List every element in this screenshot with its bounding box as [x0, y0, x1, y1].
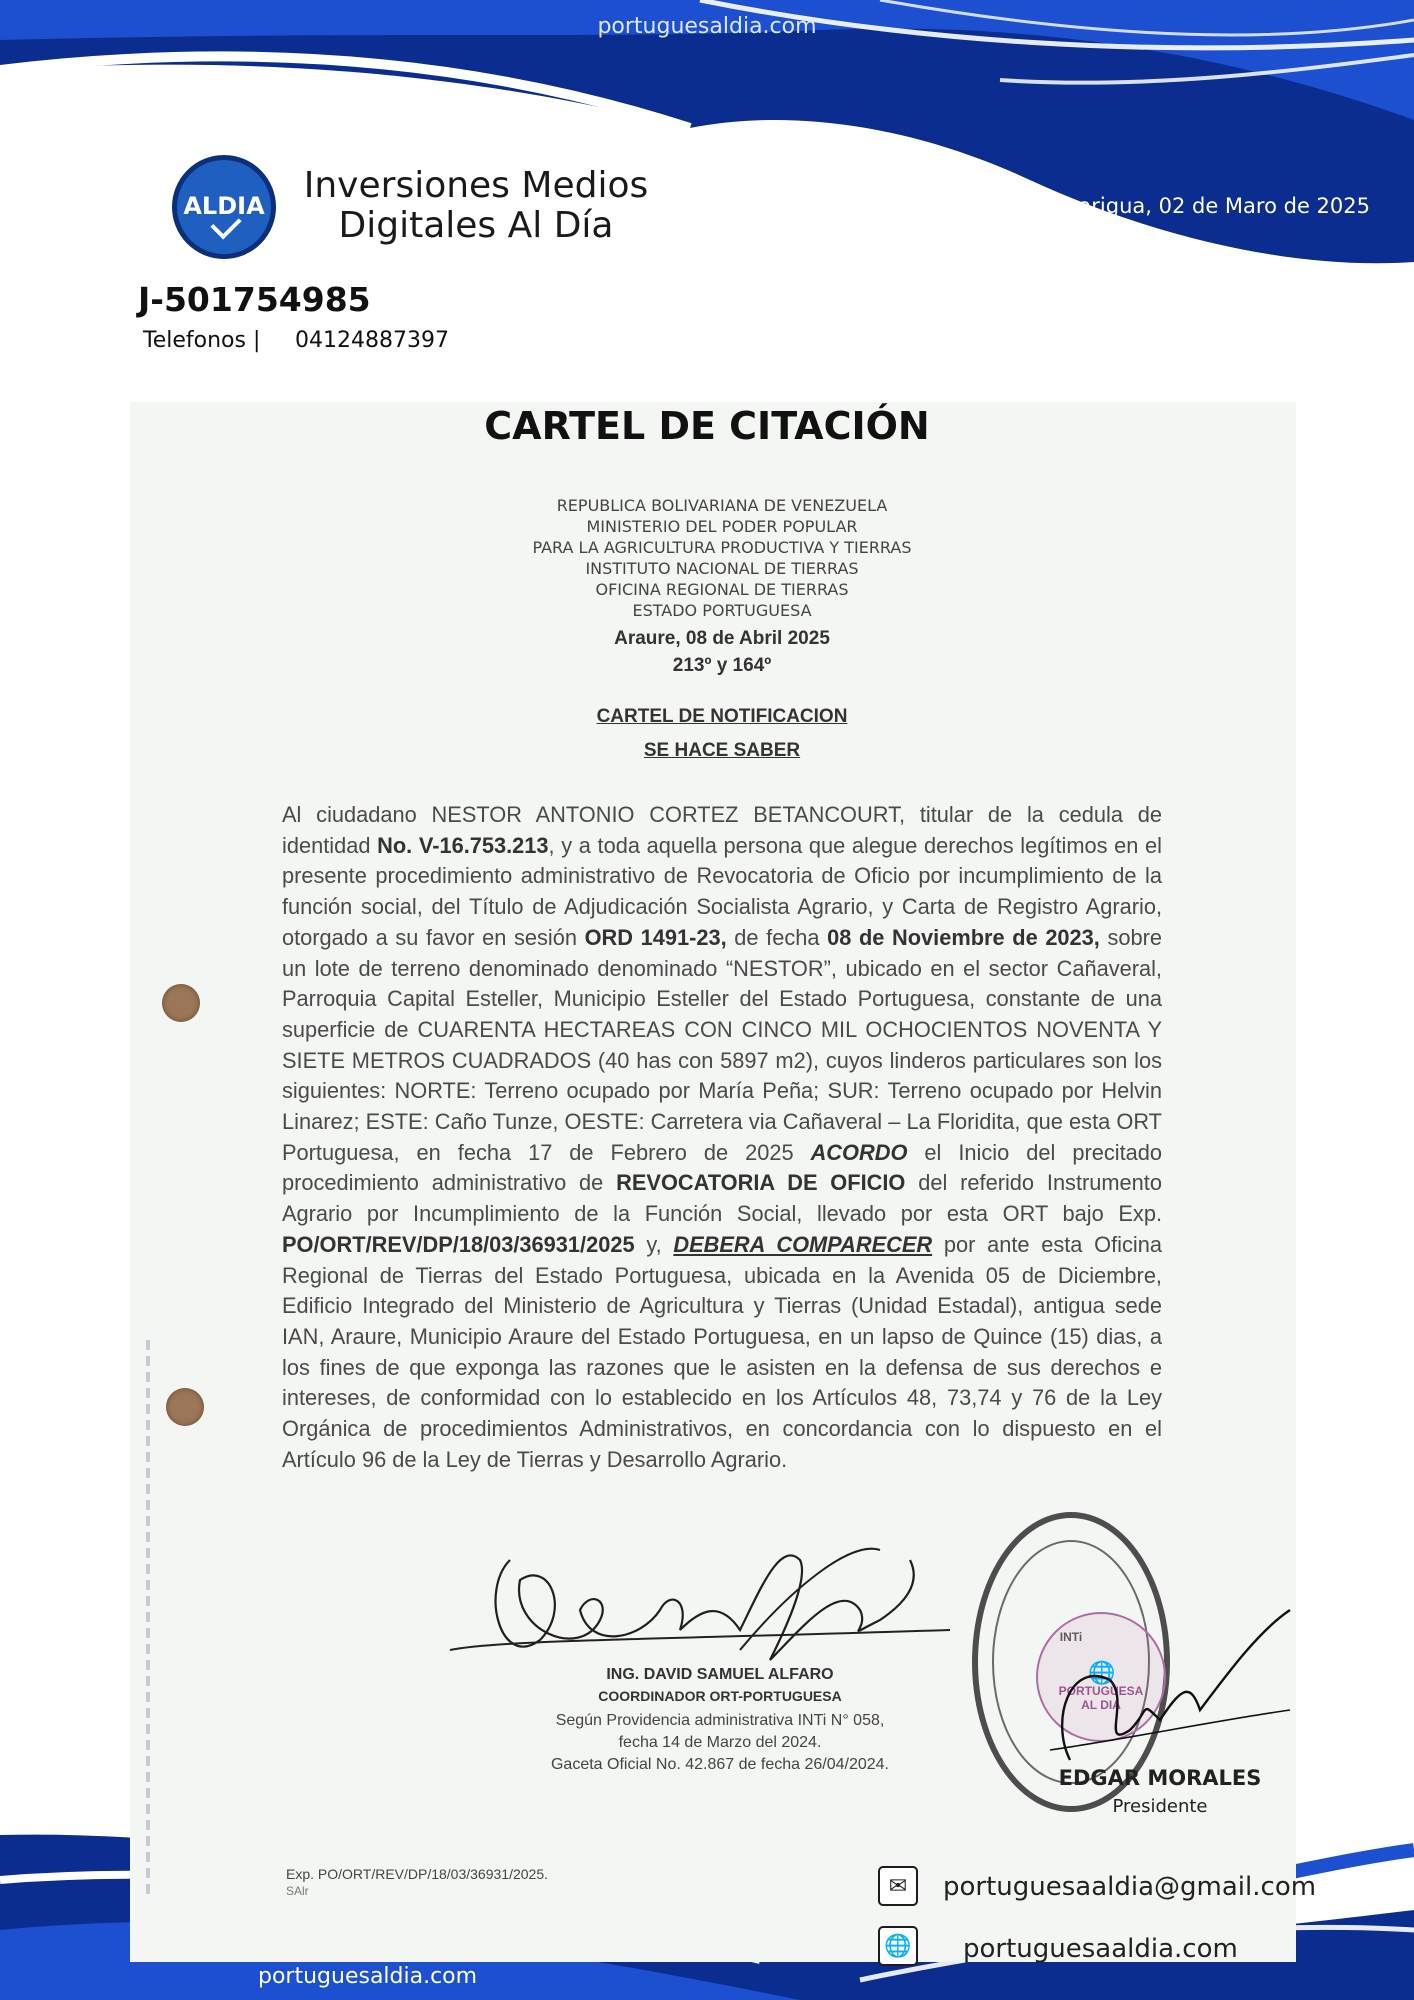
body-text: Al ciudadano NESTOR ANTONIO CORTEZ BETANCOURT, titular de la cedula de identidad	[282, 802, 1162, 858]
session-number: ORD 1491-23,	[584, 924, 727, 950]
ministry-line: ESTADO PORTUGUESA	[632, 601, 812, 620]
president-signature	[1040, 1600, 1300, 1780]
logo-text: ALDIA	[183, 192, 265, 220]
body-text: de fecha	[726, 924, 828, 950]
credential-line: Según Providencia administrativa INTi N° 058,	[555, 1712, 885, 1729]
ministry-header	[420, 495, 1024, 621]
initials-footer: SAlr	[286, 1884, 309, 1898]
company-name	[300, 166, 652, 246]
site-url-header[interactable]: portuguesaldia.com	[597, 14, 817, 39]
signer-credentials	[480, 1710, 960, 1776]
punch-hole	[166, 1388, 204, 1426]
session-date: 08 de Noviembre de 2023,	[827, 924, 1100, 950]
document-years: 213º y 164º	[672, 655, 772, 676]
revocatoria-text: REVOCATORIA DE OFICIO	[616, 1170, 906, 1196]
body-text: por ante esta Oficina Regional de Tierras del Estado Portuguesa, ubicada en la Avenida 05 de Diciembre, Edificio Integrado del Ministerio de Agricultura y Tierras (Unidad Estadal), antigua sede IAN, Araure, Municipio Araure del Estado Portuguesa, en un lapso de Quince (15) dias, a los fines de que exponga las razones que le asisten en la defensa de sus derechos e intereses, de conformidad con lo establecido en los Artículos 48, 73,74 y 76 de la Ley Orgánica de procedimientos Administrativos, en concordancia con lo dispuesto en el Artículo 96 de la Ley de Tierras y Desarrollo Agrario.	[282, 1231, 1162, 1472]
email-icon: ✉	[878, 1866, 918, 1906]
debera-comparecer: DEBERA COMPARECER	[673, 1231, 933, 1257]
punch-hole	[162, 984, 200, 1022]
stamp-line: PORTUGUESA	[1058, 1684, 1144, 1698]
side-margin-print	[138, 1340, 158, 1900]
ministry-line: INSTITUTO NACIONAL DE TIERRAS	[585, 559, 859, 578]
ministry-line: OFICINA REGIONAL DE TIERRAS	[595, 580, 849, 599]
acordo-text: ACORDO	[810, 1139, 908, 1165]
seal-text: INTi	[1059, 1630, 1083, 1644]
header-date: Acarigua, 02 de Maro de 2025	[1052, 194, 1370, 218]
body-text: , y a toda aquella persona que alegue derechos legítimos en el presente procedimiento administrativo de Revocatoria de Oficio por incumplimiento de la función social, del Título de Adjudicación Socialista Agrario, y Carta de Registro Agrario, otorgado a su favor en sesión	[282, 832, 1162, 950]
page-title: CARTEL DE CITACIÓN	[484, 404, 930, 448]
globe-icon: 🌐	[1088, 1660, 1116, 1685]
credential-line: Gaceta Oficial No. 42.867 de fecha 26/04/2024.	[550, 1756, 889, 1773]
president-role: Presidente	[1112, 1796, 1208, 1817]
contact-website[interactable]: portuguesaaldia.com	[963, 1934, 1238, 1964]
ministry-line: REPUBLICA BOLIVARIANA DE VENEZUELA	[556, 496, 888, 515]
site-url-footer[interactable]: portuguesaldia.com	[258, 1964, 478, 1989]
expediente-number: PO/ORT/REV/DP/18/03/36931/2025	[282, 1231, 635, 1257]
globe-icon: 🌐	[878, 1926, 918, 1966]
contact-email[interactable]: portuguesaaldia@gmail.com	[943, 1872, 1317, 1902]
ministry-line: PARA LA AGRICULTURA PRODUCTIVA Y TIERRAS	[532, 538, 912, 557]
brand-logo	[172, 155, 276, 259]
credential-line: fecha 14 de Marzo del 2024.	[618, 1734, 822, 1751]
document-date: Araure, 08 de Abril 2025	[614, 628, 830, 649]
stamp-line: AL DIA	[1081, 1698, 1121, 1712]
president-name: EDGAR MORALES	[1058, 1766, 1262, 1790]
company-rif: J-501754985	[138, 280, 371, 319]
phone-label: Telefonos |	[143, 328, 261, 353]
phone-number: 04124887397	[295, 328, 449, 353]
notification-title: CARTEL DE NOTIFICACION	[596, 706, 848, 727]
body-text: del referido Instrumento Agrario por Incumplimiento de la Función Social, llevado por esta ORT bajo Exp.	[282, 1170, 1162, 1227]
notification-body	[282, 800, 1162, 1475]
ministry-line: MINISTERIO DEL PODER POPULAR	[586, 517, 858, 536]
id-number: No. V-16.753.213	[377, 832, 549, 858]
expediente-footer: Exp. PO/ORT/REV/DP/18/03/36931/2025.	[286, 1866, 549, 1882]
body-text: y,	[634, 1231, 674, 1257]
body-text: el Inicio del precitado procedimiento administrativo de	[282, 1139, 1162, 1196]
company-name-line2: Digitales Al Día	[338, 205, 614, 246]
body-text: sobre un lote de terreno denominado denominado “NESTOR”, ubicado en el sector Cañaveral, Parroquia Capital Esteller, Municipio Esteller del Estado Portuguesa, constante de una superficie de CUARENTA HECTAREAS CON CINCO MIL OCHOCIENTOS NOVENTA Y SIETE METROS CUADRADOS (40 has con 5897 m2), cuyos linderos particulares son los siguientes: NORTE: Terreno ocupado por María Peña; SUR: Terreno ocupado por Helvin Linarez; ESTE: Caño Tunze, OESTE: Carretera via Cañaveral – La Floridita, que esta ORT Portuguesa, en fecha 17 de Febrero de 2025	[282, 924, 1162, 1165]
se-hace-saber: SE HACE SABER	[643, 740, 801, 761]
signer-name: ING. DAVID SAMUEL ALFARO	[606, 1666, 834, 1683]
company-name-line1: Inversiones Medios	[303, 165, 649, 206]
signer-role: COORDINADOR ORT-PORTUGUESA	[598, 1688, 842, 1704]
